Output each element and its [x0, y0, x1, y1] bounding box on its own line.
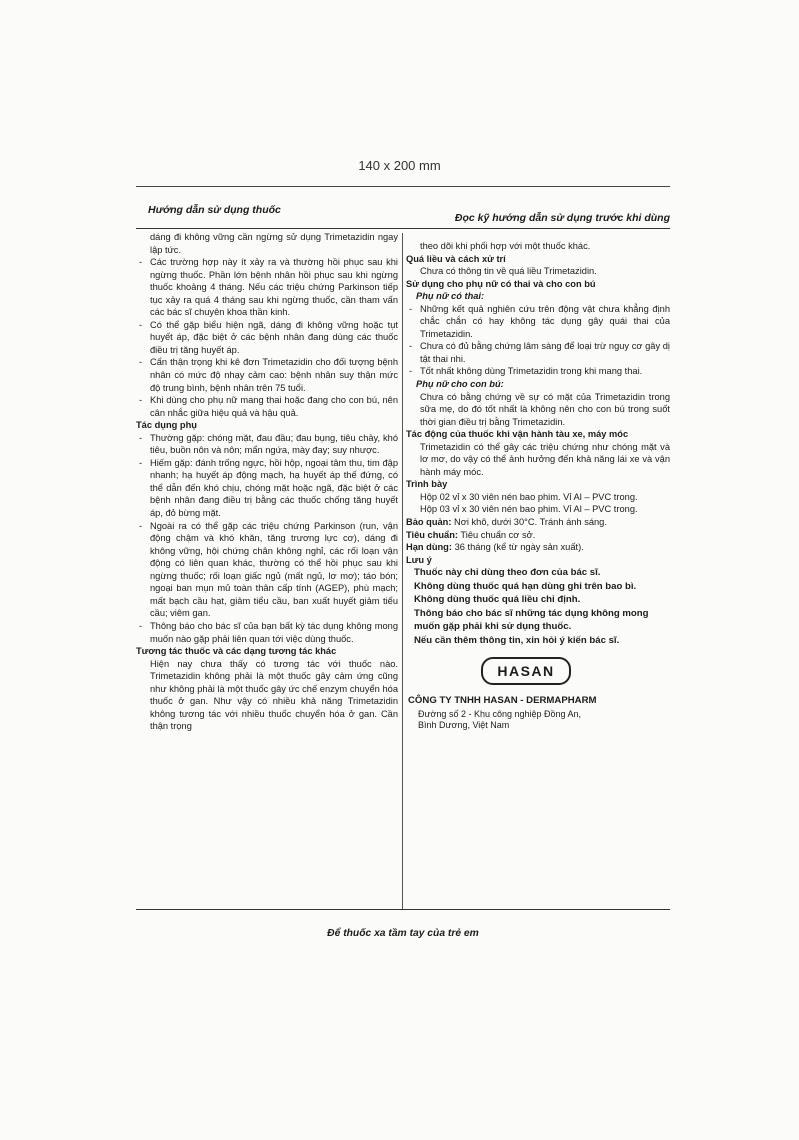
- overdose-heading: Quá liều và cách xử trí: [406, 253, 506, 264]
- note-item: Không dùng thuốc quá liều chỉ định.: [414, 594, 581, 606]
- company-address: [418, 709, 670, 731]
- storage-value: Nơi khô, dưới 30°C. Tránh ánh sáng.: [454, 517, 607, 528]
- address-line-2: Bình Dương, Việt Nam: [418, 719, 510, 730]
- storage-line: [406, 516, 670, 529]
- footer-warning: Để thuốc xa tầm tay của trẻ em: [327, 928, 479, 939]
- header-title: Hướng dẫn sử dụng thuốc: [148, 204, 281, 216]
- note-item: Nếu cần thêm thông tin, xin hỏi ý kiến bác sĩ.: [414, 634, 620, 646]
- storage-label: Bảo quản:: [406, 517, 452, 528]
- left-column: [136, 231, 398, 733]
- interactions-text: Hiện nay chưa thấy có tương tác với thuốc nào. Trimetazidin không phải là một thuốc gây cảm ứng cũng như không phải là một thuốc gây ức chế enzym chuyển hóa thuốc ở gan. Như vậy có nhiều khả năng Trimetazidin không tương tác với nhiều thuốc chuyển hóa ở gan. Cần thận trọng: [150, 658, 398, 732]
- header-rule: [136, 228, 670, 229]
- interactions-heading: Tương tác thuốc và các dạng tương tác khác: [136, 646, 337, 657]
- continued-text: dáng đi không vững cần ngừng sử dụng Trimetazidin ngay lập tức.: [150, 232, 398, 255]
- pregnancy-heading: Sử dụng cho phụ nữ có thai và cho con bú: [406, 278, 596, 289]
- lactation-subheading: Phụ nữ cho con bú:: [416, 379, 504, 390]
- note-item: Không dùng thuốc quá hạn dùng ghi trên bao bì.: [414, 580, 637, 592]
- pregnancy-item: - Những kết quả nghiên cứu trên động vật chưa khẳng định chắc chắn có hay không tác dụng gây quái thai của Trimetazidin.: [406, 303, 670, 341]
- note-heading: Lưu ý: [406, 554, 432, 565]
- bottom-rule: [136, 909, 670, 910]
- note-item: Thuốc này chỉ dùng theo đơn của bác sĩ.: [414, 567, 601, 579]
- side-effects-heading: Tác dụng phụ: [136, 420, 197, 431]
- driving-heading: Tác động của thuốc khi vận hành tàu xe, máy móc: [406, 429, 629, 440]
- column-divider: [402, 233, 403, 909]
- pregnant-subheading: Phụ nữ có thai:: [416, 291, 485, 302]
- side-effect-item: - Hiếm gặp: đánh trống ngực, hồi hộp, ngoại tâm thu, tim đập nhanh; hạ huyết áp động mạch, hạ huyết áp thế đứng, có thể dẫn đến khó chịu, chóng mặt hoặc ngã, đặc biệt ở các bệnh nhân đang điều trị bằng các thuốc chống tăng huyết áp, đỏ bừng mặt.: [136, 457, 398, 520]
- expiry-label: Hạn dùng:: [406, 542, 452, 553]
- presentation-item: Hộp 02 vỉ x 30 viên nén bao phim. Vỉ Al – PVC trong.: [420, 491, 638, 502]
- overdose-text: Chưa có thông tin về quá liều Trimetazidin.: [420, 266, 597, 277]
- standard-line: [406, 529, 670, 542]
- note-item: Thông báo cho bác sĩ những tác dụng không mong muốn gặp phải khi sử dụng thuốc.: [414, 607, 649, 633]
- pregnancy-item: - Tốt nhất không dùng Trimetazidin trong khi mang thai.: [406, 365, 670, 378]
- warning-item: - Khi dùng cho phụ nữ mang thai hoặc đang cho con bú, nên cân nhắc giữa hiệu quả và hậu quả.: [136, 394, 398, 419]
- header-warning: Đọc kỹ hướng dẫn sử dụng trước khi dùng: [454, 212, 670, 224]
- driving-text: Trimetazidin có thể gây các triệu chứng như chóng mặt và lơ mơ, do vậy có thể ảnh hưởng đến khả năng lái xe và vận hành máy móc.: [420, 441, 670, 477]
- side-effect-item: - Thường gặp: chóng mặt, đau đầu; đau bụng, tiêu chảy, khó tiêu, buồn nôn và nôn; mẩn ngứa, mày đay; suy nhược.: [136, 432, 398, 457]
- leaflet: [136, 186, 670, 909]
- warning-item: - Cẩn thận trọng khi kê đơn Trimetazidin cho đối tượng bệnh nhân có mức độ nhạy cảm cao: bệnh nhân suy thận mức độ trung bình, bệnh nhân trên 75 tuổi.: [136, 356, 398, 394]
- pregnancy-item: - Chưa có đủ bằng chứng lâm sàng để loại trừ nguy cơ gây dị tật thai nhi.: [406, 340, 670, 365]
- address-line-1: Đường số 2 - Khu công nghiệp Đồng An,: [418, 708, 582, 719]
- lactation-text: Chưa có bằng chứng về sự có mặt của Trimetazidin trong sữa mẹ, do đó tốt nhất là không nên cho con bú trong suốt thời gian điều trị bằng Trimetazidin.: [420, 391, 670, 427]
- warning-item: - Có thể gặp biểu hiện ngã, dáng đi không vững hoặc tụt huyết áp, đặc biệt ở các bệnh nhân đang dùng các thuốc điều trị tăng huyết áp.: [136, 319, 398, 357]
- warning-item: - Các trường hợp này ít xảy ra và thường hồi phục sau khi ngừng thuốc. Phần lớn bệnh nhân hồi phục sau khi ngừng thuốc khoảng 4 tháng. Nếu các triệu chứng Parkinson tiếp tục xảy ra quá 4 tháng sau khi ngừng thuốc, cần tham vấn các bác sĩ chuyên khoa thần kinh.: [136, 256, 398, 319]
- standard-value: Tiêu chuẩn cơ sở.: [460, 529, 536, 540]
- company-name: CÔNG TY TNHH HASAN - DERMAPHARM: [408, 695, 597, 707]
- presentation-item: Hộp 03 vỉ x 30 viên nén bao phim. Vỉ Al – PVC trong.: [420, 504, 638, 515]
- size-label: 140 x 200 mm: [358, 158, 441, 173]
- side-effect-item: - Ngoài ra có thể gặp các triệu chứng Parkinson (run, vận động chậm và khó khăn, tăng trương lực cơ), dáng đi không vững, hội chứng chân không nghỉ, các rối loạn vận động có liên quan khác, thường có thể hồi phục sau khi ngừng thuốc; rối loạn giấc ngủ (mất ngủ, lơ mơ); táo bón; ngoại ban mụn mủ toàn thân cấp tính (AGEP), phù mạch; mất bạch cầu hạt, giảm tiểu cầu, ban xuất huyết giảm tiểu cầu; viêm gan.: [136, 520, 398, 620]
- standard-label: Tiêu chuẩn:: [406, 529, 458, 540]
- right-column: [406, 240, 670, 731]
- hasan-logo: HASAN: [481, 657, 571, 685]
- expiry-value: 36 tháng (kể từ ngày sản xuất).: [454, 542, 584, 553]
- continued-text: theo dõi khi phối hợp với một thuốc khác.: [420, 241, 591, 251]
- side-effect-item: - Thông báo cho bác sĩ của bạn bất kỳ tác dụng không mong muốn nào gặp phải liên quan tới việc dùng thuốc.: [136, 620, 398, 645]
- expiry-line: [406, 541, 670, 554]
- presentation-heading: Trình bày: [406, 479, 448, 490]
